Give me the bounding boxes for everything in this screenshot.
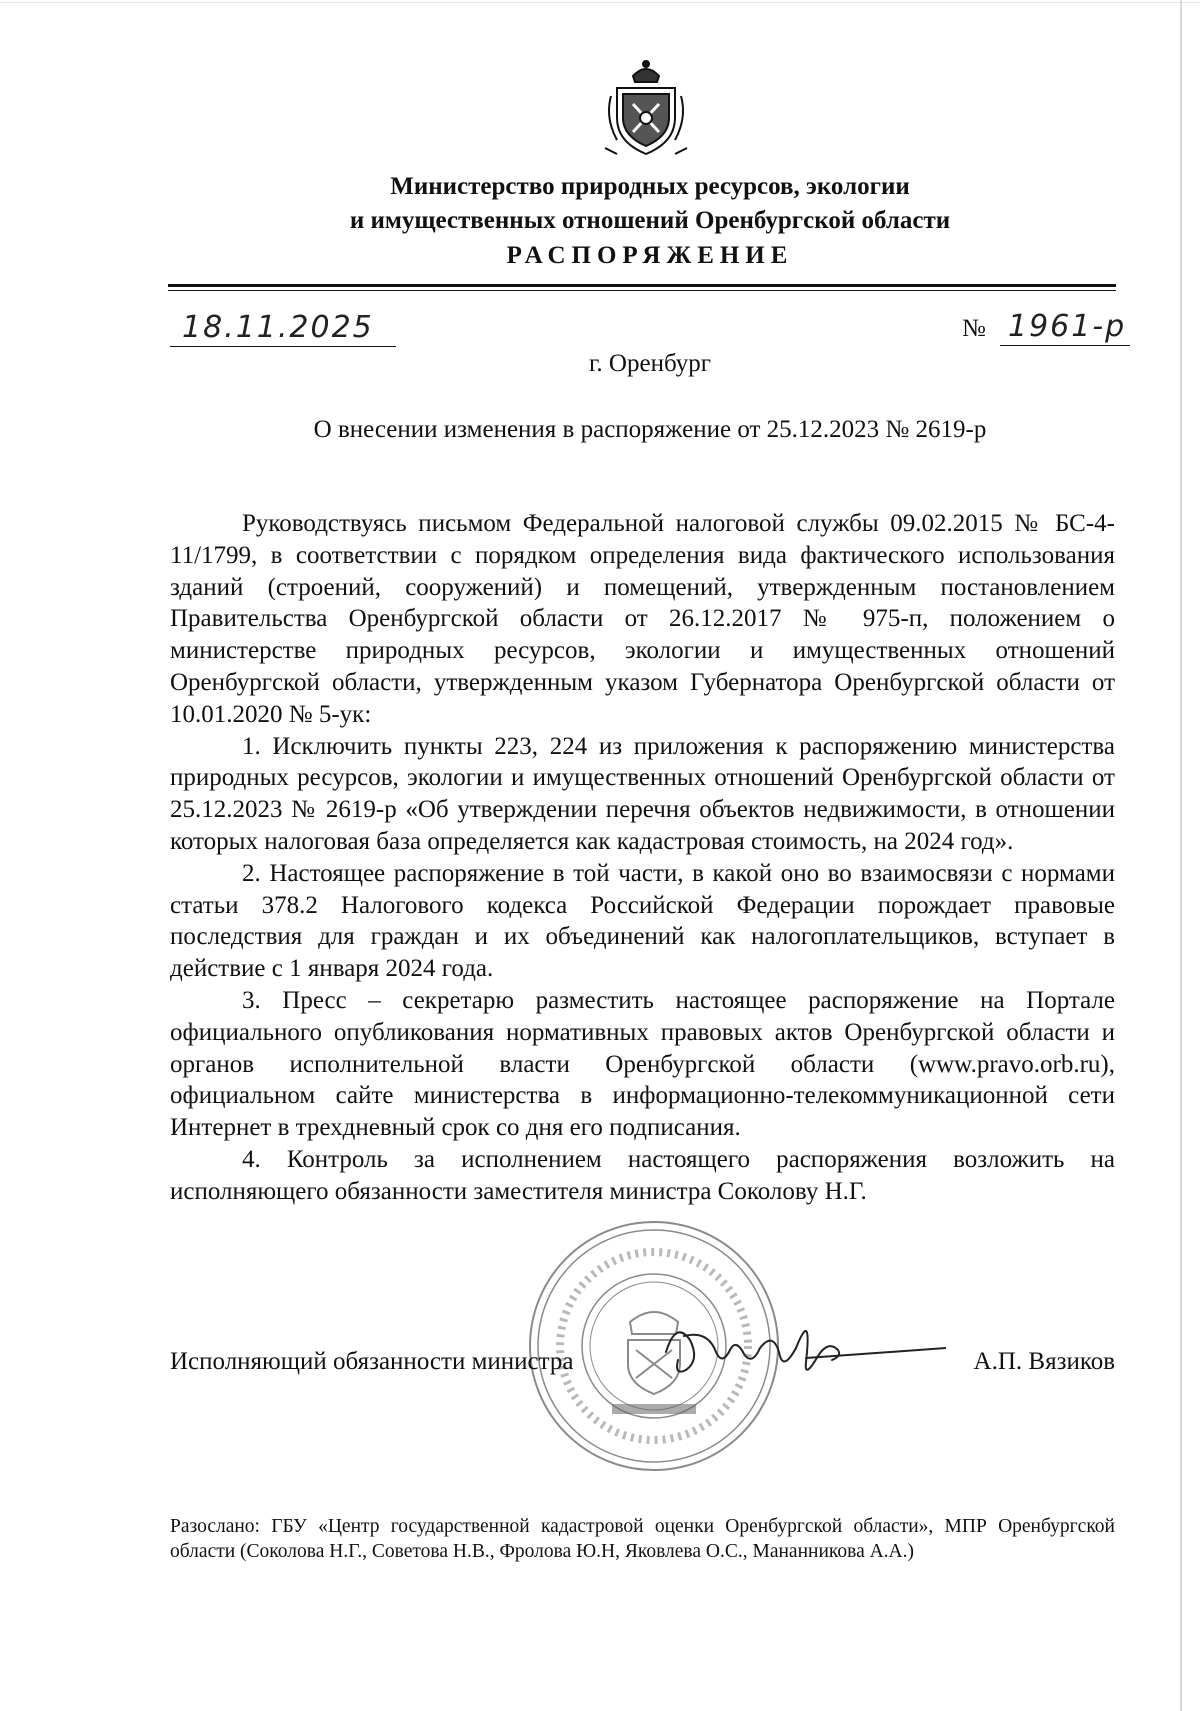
clause-3: 3. Пресс – секретарю разместить настоящее распоряжение на Портале официального опубликования нормативных правовых актов Оренбургской области и органов исполнительной власти Оренбургской области (www.pravo.orb.ru), официальном сайте министерства в информационно-телекоммуникационной сети Интернет в трехдневный срок со дня его подписания. (170, 986, 1115, 1142)
ministry-name-line-2: и имущественных отношений Оренбургской области (349, 207, 951, 234)
city: г. Оренбург (589, 350, 711, 377)
ministry-name-line-1: Министерство природных ресурсов, экологии (390, 173, 910, 200)
distribution-list: Разослано: ГБУ «Центр государственной кадастровой оценки Оренбургской области», МПР Оренбургской области (Соколова Н.Г., Советова Н.В., Фролова Ю.Н, Яковлева О.С., Мананникова А.А.) (170, 1516, 1115, 1562)
number-field (962, 308, 1130, 346)
signatory-role: Исполняющий обязанности министра (170, 1348, 574, 1375)
document-type: РАСПОРЯЖЕНИЕ (506, 242, 794, 269)
document-subject: О внесении изменения в распоряжение от 25.12.2023 № 2619-р (313, 416, 987, 443)
clause-4: 4. Контроль за исполнением настоящего распоряжения возложить на исполняющего обязанности заместителя министра Соколову Н.Г. (170, 1145, 1115, 1205)
preamble-paragraph: Руководствуясь письмом Федеральной налоговой службы 09.02.2015 № БС-4-11/1799, в соответствии с порядком определения вида фактического использования зданий (строений, сооружений) и помещений, утвержденным постановлением Правительства Оренбургской области от 26.12.2017 № 975-п, положением о министерстве природных ресурсов, экологии и имущественных отношений Оренбургской области, утвержденным указом Губернатора Оренбургской области от 10.01.2020 № 5-ук: (170, 510, 1115, 728)
scan-edge-right (1180, 0, 1182, 1711)
handwritten-date: 18.11.2025 (182, 310, 374, 345)
signatory-name: А.П. Вязиков (973, 1348, 1115, 1375)
number-line (1000, 307, 1130, 346)
scan-edge-top (0, 2, 1200, 3)
coat-of-arms-icon (603, 58, 689, 160)
header-rule-thin (168, 290, 1116, 291)
handwritten-signature (656, 1300, 946, 1390)
date-field (170, 308, 396, 347)
header-rule-thick (168, 284, 1116, 287)
number-sign: № (962, 315, 986, 342)
clause-1: 1. Исключить пункты 223, 224 из приложения к распоряжению министерства природных ресурсов, экологии и имущественных отношений Оренбургской области от 25.12.2023 № 2619-р «Об утверждении перечня объектов недвижимости, в отношении которых налоговая база определяется как кадастровая стоимость, на 2024 год». (170, 732, 1115, 855)
clause-2: 2. Настоящее распоряжение в той части, в какой оно во взаимосвязи с нормами статьи 378.2 Налогового кодекса Российской Федерации порождает правовые последствия для граждан и их объединений как налогоплательщиков, вступает в действие с 1 января 2024 года. (170, 859, 1115, 983)
handwritten-number: 1961-р (1008, 309, 1127, 344)
document-body (170, 508, 1115, 1208)
ministry-name (150, 170, 1150, 238)
